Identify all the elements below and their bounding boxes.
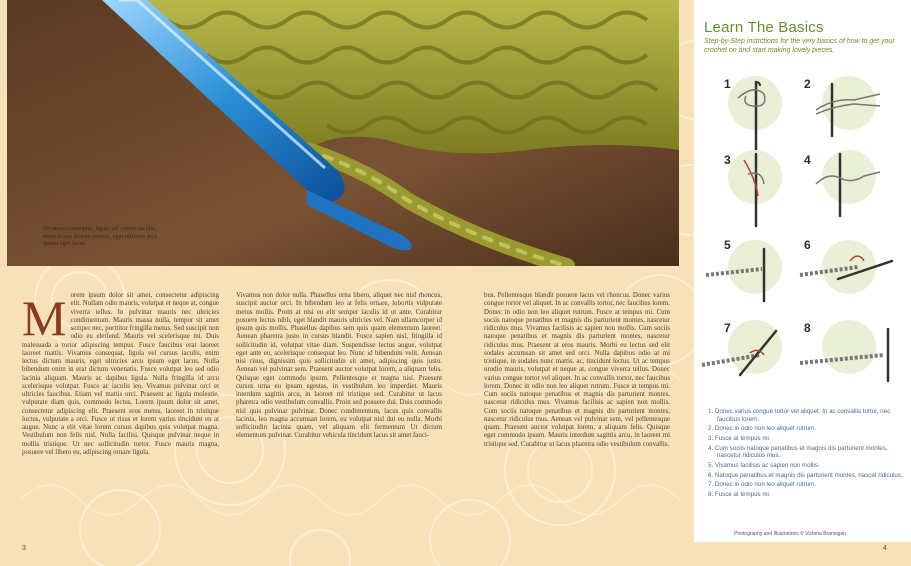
page-number-right: 4 [883, 545, 887, 552]
photo-caption: Vivamus consequat, ligula vel cursus iaculis, enim lectus dictum mauris, eget ultricies arcu ipsum eget lacus. [43, 225, 158, 248]
instructions-list [708, 408, 908, 501]
step-2-illustration [814, 80, 884, 140]
instruction-item-3: 3. Fusce at tempus mi. [708, 434, 771, 442]
step-5-number: 5 [724, 238, 731, 252]
instruction-item-8: 8. Fusce at tempus mi. [708, 491, 771, 498]
instruction-item-2: 2. Donec in odio non leo aliquet rutrum. [708, 425, 817, 433]
instruction-item-6: 6. Natoque penatibus et magnis dis parturient montes, nascet ridiculus. [708, 471, 903, 479]
article-column-3: bus. Pellentesque blandit posuere lacus vel rhoncus. Donec varius congue tortor vel aliquet. In ac convallis tortor, nec faucibus lorem. Donec in odio non leo aliquet rutrum. Fusce at tempus mi. Cum sociis natoque penatibus et magnis dis parturient montes, nascetur ridiculus mus. Vivamus facilisis ac sapien non mollis. Cum sociis natoque penatibus et magnis dis parturient montes, nascetur ridiculus mus. Praesent at eros mauris. Morbi eu lectus sed elit sodales accumsan sit amet sed orci. Nulla dapibus odio at mi tristique, in sodales nunc mattis. ac, tincidunt lectus. Ut ac tempus urodio mauris, volutpat et neque at, congue viverra tellus. Donec varius congue tortor vel aliquet. In ac convallis tortor, nec faucibus lorem. Donec in odio non leo aliquet rutrum. Fusce at tempus mi. Cum sociis natoque penatibus et magnis dis parturient montes, nascetur ridiculus mus. Vivamus facilisis ac sapien non mollis. Cum sociis natoque penatibus et magnis dis parturient montes, nascetur ridiculus mus. Aenean vel pulvinar sem, vel pellentesque quam. Praesent auctor volutpat lorem, a aliquam felis. Quisque eget commodo ipsum. Mauris interdum sagittis arcu, in laoreet mi tristique sed. Curabitur ut lacus pharetra odio vestibulum convallis. [484, 292, 670, 448]
step-6-number: 6 [804, 238, 811, 252]
column-1-text: orem ipsum dolor sit amet, consectetur adipiscing elit. Nullam odio mauris, volutpat et neque at, congue viverra tellus. In pulvinar mauris nec ultricies condimentum. Mauris massa nulla, tempor sit amet semper nec, porttitor fringilla metus. Sed suscipit non odio eu eleifend. Mauris vel scelerisque mi. Duis malesuada a tortor adipiscing tempus. Fusce faucibus erat laoreet laoreet mattis. Vivamus consequat, ligula vel cursus iaculis, enim lectus dictum mauris, eget ultricies arcu ipsum eget lacus. Nulla bibendum enim in erat dictum venenatis. Fusce volutpat leo sed odio lacinia aliquam. Mauris ac dapibus ligula. Nulla fringilla id arcu scelerisque volutpat. Fusce ac iaculis leo. Vivamus pulvinar orci et ultricies faucibus. Etiam vel mattis orci. Praesent ac ligula molestie, vulputate diam quis, commodo lectus. Lorem ipsum dolor sit amet, consectetur adipiscing elit. Praesent eros metus, laoreet in tristique luctus, vulputate a orci. Fusce ut risus et lorem varius tincidunt eu at augue. Nunc a elit vitae lorem cursus dapibus quis volutpat magna. Vestibulum non felis nisl. Nulla facilisi. Quisque pulvinar neque in mollis tristique. Ut nec sollicitudin tortor. Fusce mauris magna, posuere vel libero eu, adipiscing ornare ligula. [22, 292, 219, 456]
article-column-1 [22, 292, 219, 457]
article-column-2: Vivamus non dolor nulla. Phasellus urna libero, aliquet nec nisl rhoncus, suscipit auctor orci. In bibendum leo at felis ornare, lobortis vulputate metus mollis. Proin at nisi eu elit semper iaculis id ut ante. Curabitur posuere lectus nibh, eget blandit mauris ultricies vel. Nam ullamcorper id ipsum quis mollis. Phasellus dapibus sem quis quam elementum laoreet. Aenean pharetra justo in cursus blandit. Fusce sapien nisl, fringilla id sollicitudin id, volutpat vitae diam. Suspendisse lectus augue, volutpat eget ante eu, scelerisque consequat leo. Nunc id bibendum velit. Aenean nisi risus, dignissim quis sollicitudin sit amet, adipiscing quis justo. Aenean vel pulvinar sem. Praesent auctor volutpat lorem, a aliquam felis. Quisque eget commodo ipsum. Pellentesque et magna nisl. Praesent cursus urna eu ipsum egestas, in vestibulum leo imperdiet. Mauris interdum sagittis arcu, in laoreet mi tristique sed. Curabitur ut lacus pharetra odio vestibulum convallis. Proin sed posuere dui. Duis commodo nisi quis pulvinar pulvinar. Donec condimentum, lacus quis convallis lacinia, leo magna accumsan lorem, eu volutpat nisl dui eu nulla. Morbi sollicitudin lacinia quam, vel aliquam elit fermentum Ut dictum elementum pulvinar. Curabitur vehicula tincidunt lacus sit amet fauci- [236, 292, 442, 440]
step-2-number: 2 [804, 77, 811, 91]
step-3-illustration [734, 150, 774, 230]
step-1-illustration [734, 78, 774, 158]
crochet-photo [7, 0, 679, 266]
step-7-number: 7 [724, 321, 731, 335]
step-8-number: 8 [804, 321, 811, 335]
instruction-item-5: 5. Vivamus facilisis ac sapien non mollis. [708, 461, 820, 469]
photo-credit: Photography and Illustrations © Victoria Brannigan [734, 531, 846, 537]
drop-cap: M [22, 290, 67, 346]
step-7-illustration [700, 325, 790, 385]
step-4-illustration [814, 150, 884, 220]
page-number-left: 3 [22, 545, 26, 552]
step-4-number: 4 [804, 153, 811, 167]
step-1-number: 1 [724, 77, 731, 91]
step-8-illustration [798, 325, 898, 385]
learn-basics-panel [694, 0, 911, 542]
panel-title: Learn The Basics [704, 19, 824, 36]
step-5-illustration [704, 245, 784, 305]
step-6-illustration [798, 245, 898, 295]
instruction-item-4: 4. Cum sociis natoque penatibus et magnis dis parturient montes, nascetur ridiculus mus. [708, 444, 888, 460]
instruction-item-1: 1. Donec varius congue tortor vel aliquet. In ac convallis tortor, nec faucibus lorem. [708, 408, 891, 423]
panel-subtitle: Step-by-Step instrctions for the very basics of how to get your crochet on and start making lovely pieces. [704, 38, 895, 54]
instruction-item-7: 7. Donec in odio non leo aliquet rutrum. [708, 481, 817, 489]
step-3-number: 3 [724, 153, 731, 167]
